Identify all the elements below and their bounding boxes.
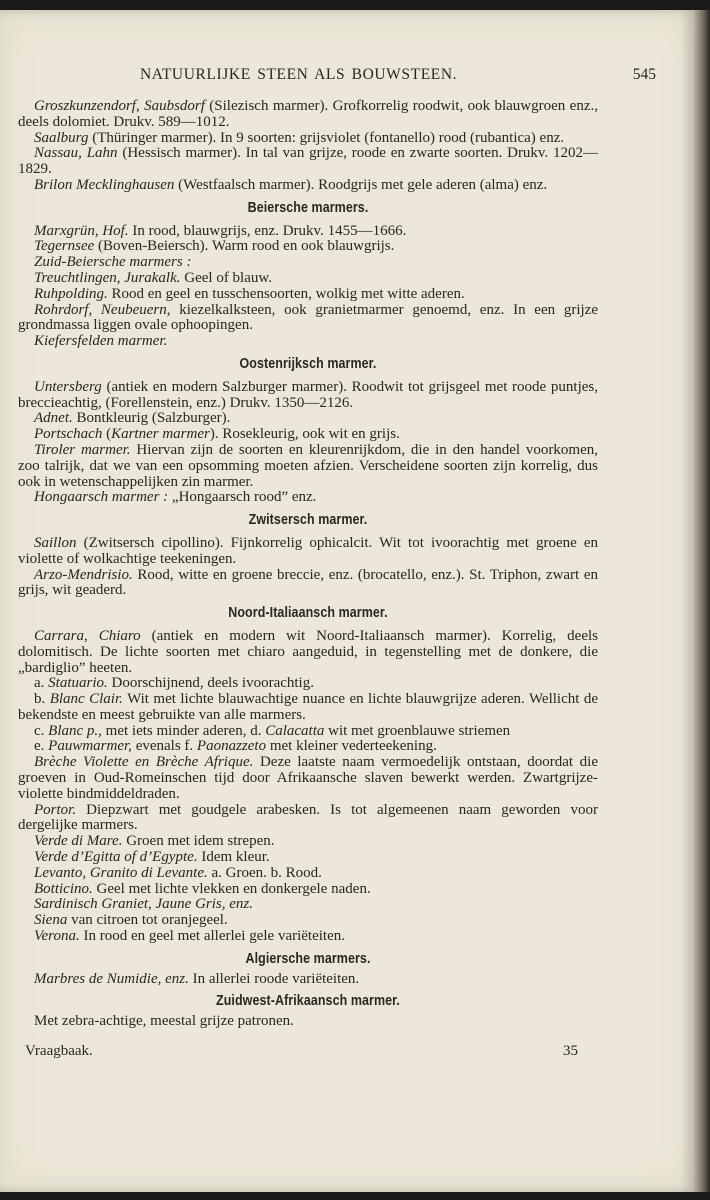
heading-zwitsersch: Zwitsersch marmer. — [248, 512, 368, 529]
entry-marxgrun: Marxgrün, Hof. In rood, blauwgrijs, enz. Drukv. 1455—1666. — [34, 222, 407, 239]
entry-ruhpolding: Ruhpolding. Rood en geel en tusschensoorten, wolkig met witte aderen. — [34, 285, 465, 302]
entry-saalburg: Saalburg (Thüringer marmer). In 9 soorten: grijsviolet (fontanello) rood (rubantica) enz. — [34, 129, 565, 146]
heading-zuidwest-afrikaansch: Zuidwest-Afrikaansch marmer. — [216, 993, 400, 1010]
page-footer — [25, 1043, 578, 1060]
entry-tiroler: Tiroler marmer. Hiervan zijn de soorten en kleurenrijkdom, die in den handel voorkomen, zoo talrijk, dat we van een opsomming moeten afzien. Verscheidene soorten zijn korrelig, dus ook in wetenschappelijken zin marmer. — [18, 441, 598, 490]
sheet-number: 35 — [563, 1043, 578, 1059]
entry-verona: Verona. In rood en geel met allerlei gele variëteiten. — [34, 928, 345, 945]
entry-blanc-p: c. Blanc p., met iets minder aderen, d. Calacatta wit met groenblauwe striemen — [34, 722, 511, 739]
entry-verde-di-mare: Verde di Mare. Groen met idem strepen. — [34, 833, 275, 850]
entry-portor: Portor. Diepzwart met goudgele arabesken. Is tot algemeenen naam geworden voor dergelijke marmers. — [18, 801, 598, 834]
entry-verde-egitta: Verde d’Egitta of d’Egypte. Idem kleur. — [34, 849, 270, 866]
entry-marbres: Marbres de Numidie, enz. In allerlei roode variëteiten. — [34, 970, 360, 987]
running-header — [140, 66, 656, 84]
entry-treuchtlingen: Treuchtlingen, Jurakalk. Geel of blauw. — [34, 269, 272, 286]
entry-botticino: Botticino. Geel met lichte vlekken en donkergele naden. — [34, 880, 371, 897]
heading-algiersche: Algiersche marmers. — [245, 950, 371, 967]
heading-noord-italiaansch: Noord-Italiaansch marmer. — [228, 605, 388, 622]
entry-siena: Siena van citroen tot oranjegeel. — [34, 912, 228, 929]
entry-rohrdorf: Rohrdorf, Neubeuern, kiezelkalksteen, ook granietmarmer genoemd, enz. In een grijze grondmassa liggen ovale ophoopingen. — [18, 301, 598, 334]
entry-kiefersfelden: Kiefersfelden marmer. — [34, 333, 168, 350]
heading-beiersche: Beiersche marmers. — [247, 199, 369, 216]
entry-groszkunzendorf: Groszkunzendorf, Saubsdorf (Silezisch marmer). Grofkorrelig roodwit, ook blauwgroen enz., deels dolomiet. Drukv. 589—1012. — [18, 98, 598, 130]
entry-portschach: Portschach (Kartner marmer). Rosekleurig, ook wit en grijs. — [34, 426, 400, 443]
entry-arzo: Arzo-Mendrisio. Rood, witte en groene breccie, enz. (brocatello, enz.). St. Triphon, zwart en grijs, wit geaderd. — [18, 566, 598, 599]
page-number: 545 — [632, 66, 656, 83]
entry-zebra: Met zebra-achtige, meestal grijze patronen. — [34, 1013, 294, 1030]
entry-zuid-beiersche: Zuid-Beiersche marmers : — [34, 254, 192, 271]
entry-levanto: Levanto, Granito di Levante. a. Groen. b. Rood. — [34, 864, 322, 881]
entry-nassau: Nassau, Lahn (Hessisch marmer). In tal van grijze, roode en zwarte soorten. Drukv. 1202—1829. — [18, 145, 598, 178]
footer-signature: Vraagbaak. — [25, 1043, 93, 1059]
entry-blanc-clair: b. Blanc Clair. Wit met lichte blauwachtige nuance en lichte blauwgrijze aderen. Wellicht de bekendste en meest gebruikte van alle marmers. — [18, 691, 598, 723]
entry-statuario: a. Statuario. Doorschijnend, deels ivoorachtig. — [34, 675, 314, 692]
entry-carrara: Carrara, Chiaro (antiek en modern wit Noord-Italiaansch marmer). Korrelig, deels dolomitisch. De lichte soorten met chiaro aangeduid, in tegenstelling met de donkere, die „bardiglio” heeten. — [18, 627, 598, 676]
entry-untersberg: Untersberg (antiek en modern Salzburger marmer). Roodwit tot grijsgeel met roode puntjes, breccieachtig, (Forellenstein, enz.) Drukv. 1350—2126. — [18, 378, 598, 411]
entry-pauwmarmer: e. Pauwmarmer, evenals f. Paonazzeto met kleiner vederteekening. — [34, 738, 437, 755]
heading-oostenrijksch: Oostenrijksch marmer. — [239, 355, 377, 372]
page-body — [18, 99, 598, 1030]
entry-breche: Brèche Violette en Brèche Afrique. Deze laatste naam vermoedelijk ontstaan, doordat die groeven in Oud-Romeinschen tijd door Afrikaansche slaven bewerkt werden. Zwartgrijze-violette bindmiddeldraden. — [18, 754, 598, 802]
entry-brilon: Brilon Mecklinghausen (Westfaalsch marmer). Roodgrijs met gele aderen (alma) enz. — [34, 176, 548, 193]
entry-adnet: Adnet. Bontkleurig (Salzburger). — [34, 410, 231, 427]
entry-hongaarsch: Hongaarsch marmer : „Hongaarsch rood” enz. — [34, 489, 317, 506]
running-title: NATUURLIJKE STEEN ALS BOUWSTEEN. — [140, 66, 458, 83]
entry-tegernsee: Tegernsee (Boven-Beiersch). Warm rood en ook blauwgrijs. — [34, 238, 395, 255]
entry-saillon: Saillon (Zwitsersch cipollino). Fijnkorrelig ophicalcit. Wit tot ivoorachtig met groene en violette of wolkachtige teekeningen. — [18, 534, 598, 567]
book-edge — [694, 10, 710, 1192]
entry-sardinisch: Sardinisch Graniet, Jaune Gris, enz. — [34, 896, 254, 913]
